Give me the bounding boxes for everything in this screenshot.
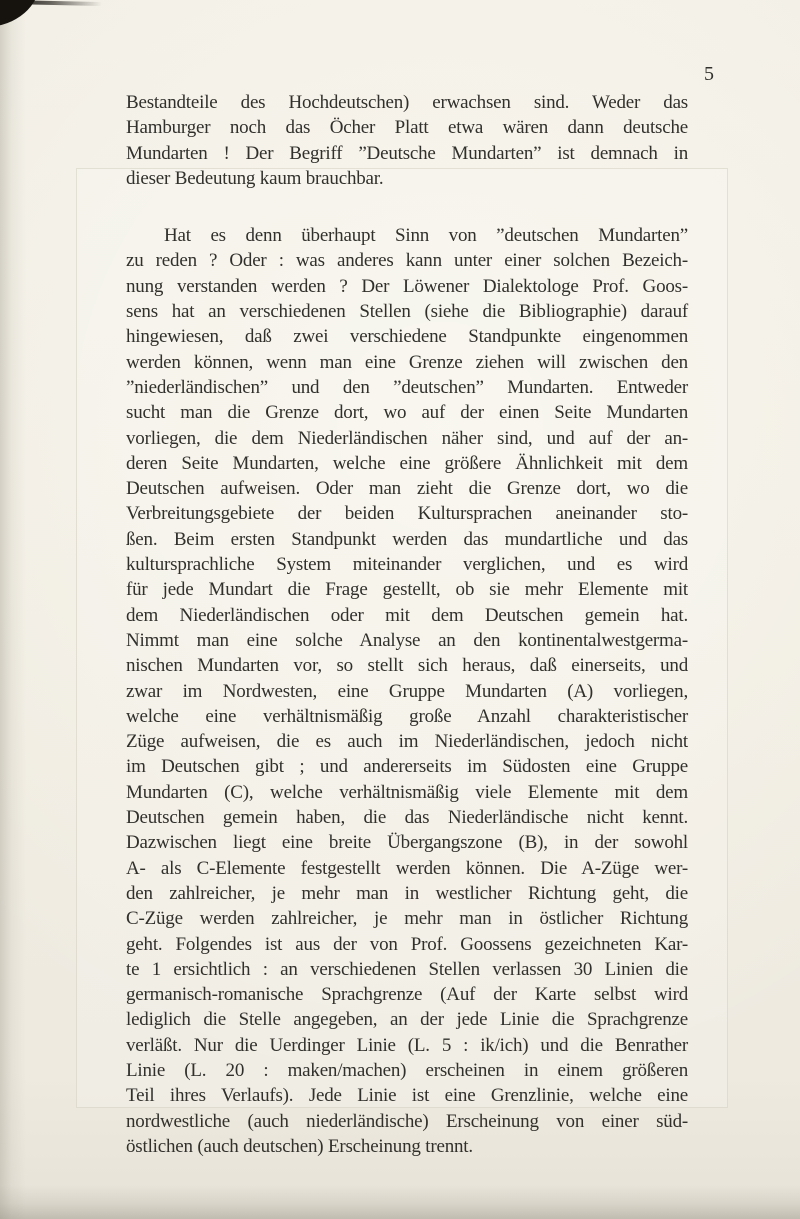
text-line: germanisch-romanische Sprachgrenze (Auf der Karte selbst wird <box>126 984 688 1006</box>
text-line: verläßt. Nur die Uerdinger Linie (L. 5 : ik/ich) und die Benrather <box>126 1034 688 1056</box>
text-line: welche eine verhältnismäßig große Anzahl charakteristischer <box>126 705 688 727</box>
text-line: Linie (L. 20 : maken/machen) erscheinen in einem größeren <box>126 1059 688 1081</box>
text-line: Hamburger noch das Öcher Platt etwa wären dann deutsche <box>126 117 688 139</box>
text-line: nung verstanden werden ? Der Löwener Dialektologe Prof. Goos- <box>126 275 688 297</box>
text-line: für jede Mundart die Frage gestellt, ob sie mehr Elemente mit <box>126 579 688 601</box>
text-line: sens hat an verschiedenen Stellen (siehe die Bibliographie) darauf <box>126 301 688 323</box>
text-line: nordwestliche (auch niederländische) Erscheinung von einer süd- <box>126 1110 688 1132</box>
text-line: Mundarten ! Der Begriff ”Deutsche Mundarten” ist demnach in <box>126 142 688 164</box>
text-line: nischen Mundarten vor, so stellt sich heraus, daß einerseits, und <box>126 655 688 677</box>
text-line: Nimmt man eine solche Analyse an den kontinentalwestgerma- <box>126 629 688 651</box>
page-bottom-edge-shadow <box>0 1185 800 1219</box>
text-line: östlichen (auch deutschen) Erscheinung trennt. <box>126 1135 473 1157</box>
text-line: den zahlreicher, je mehr man in westlicher Richtung geht, die <box>126 882 688 904</box>
text-line: lediglich die Stelle angegeben, an der jede Linie die Sprachgrenze <box>126 1009 688 1031</box>
text-line: dem Niederländischen oder mit dem Deutschen gemein hat. <box>126 604 688 626</box>
text-line: Deutschen gemein haben, die das Niederländische nicht kennt. <box>126 807 688 829</box>
text-line: Züge aufweisen, die es auch im Niederländischen, jedoch nicht <box>126 731 688 753</box>
text-line: A- als C-Elemente festgestellt werden können. Die A-Züge wer- <box>126 857 688 879</box>
text-line: geht. Folgendes ist aus der von Prof. Goossens gezeichneten Kar- <box>126 933 688 955</box>
page-left-edge-shadow <box>0 0 26 1219</box>
text-line: deren Seite Mundarten, welche eine größere Ähnlichkeit mit dem <box>126 452 688 474</box>
text-line: werden können, wenn man eine Grenze ziehen will zwischen den <box>126 351 688 373</box>
text-line: C-Züge werden zahlreicher, je mehr man in östlicher Richtung <box>126 908 688 930</box>
paragraph <box>126 90 688 191</box>
paragraph <box>126 223 688 1159</box>
text-line: Dazwischen liegt eine breite Übergangszone (B), in der sowohl <box>126 832 688 854</box>
text-line: Verbreitungsgebiete der beiden Kultursprachen aneinander sto- <box>126 503 688 525</box>
text-line: Deutschen aufweisen. Oder man zieht die Grenze dort, wo die <box>126 478 688 500</box>
text-line: ßen. Beim ersten Standpunkt werden das mundartliche und das <box>126 528 688 550</box>
text-line: zu reden ? Oder : was anderes kann unter einer solchen Bezeich- <box>126 250 688 272</box>
text-line: hingewiesen, daß zwei verschiedene Standpunkte eingenommen <box>126 326 688 348</box>
text-line: te 1 ersichtlich : an verschiedenen Stellen verlassen 30 Linien die <box>126 958 688 980</box>
text-line: Hat es denn überhaupt Sinn von ”deutschen Mundarten” <box>164 225 688 247</box>
text-line: zwar im Nordwesten, eine Gruppe Mundarten (A) vorliegen, <box>126 680 688 702</box>
text-line: Mundarten (C), welche verhältnismäßig viele Elemente mit dem <box>126 781 688 803</box>
text-line: vorliegen, die dem Niederländischen näher sind, und auf der an- <box>126 427 688 449</box>
page-number: 5 <box>704 63 715 85</box>
text-line: ”niederländischen” und den ”deutschen” Mundarten. Entweder <box>126 376 688 398</box>
text-line: Bestandteile des Hochdeutschen) erwachsen sind. Weder das <box>126 92 688 113</box>
text-line: kultursprachliche System miteinander verglichen, und es wird <box>126 554 688 576</box>
text-line: Teil ihres Verlaufs). Jede Linie ist eine Grenzlinie, welche eine <box>126 1085 688 1107</box>
text-line: dieser Bedeutung kaum brauchbar. <box>126 167 384 189</box>
body-text-block <box>126 90 688 1159</box>
text-line: im Deutschen gibt ; und andererseits im Südosten eine Gruppe <box>126 756 688 778</box>
text-line: sucht man die Grenze dort, wo auf der einen Seite Mundarten <box>126 402 688 424</box>
